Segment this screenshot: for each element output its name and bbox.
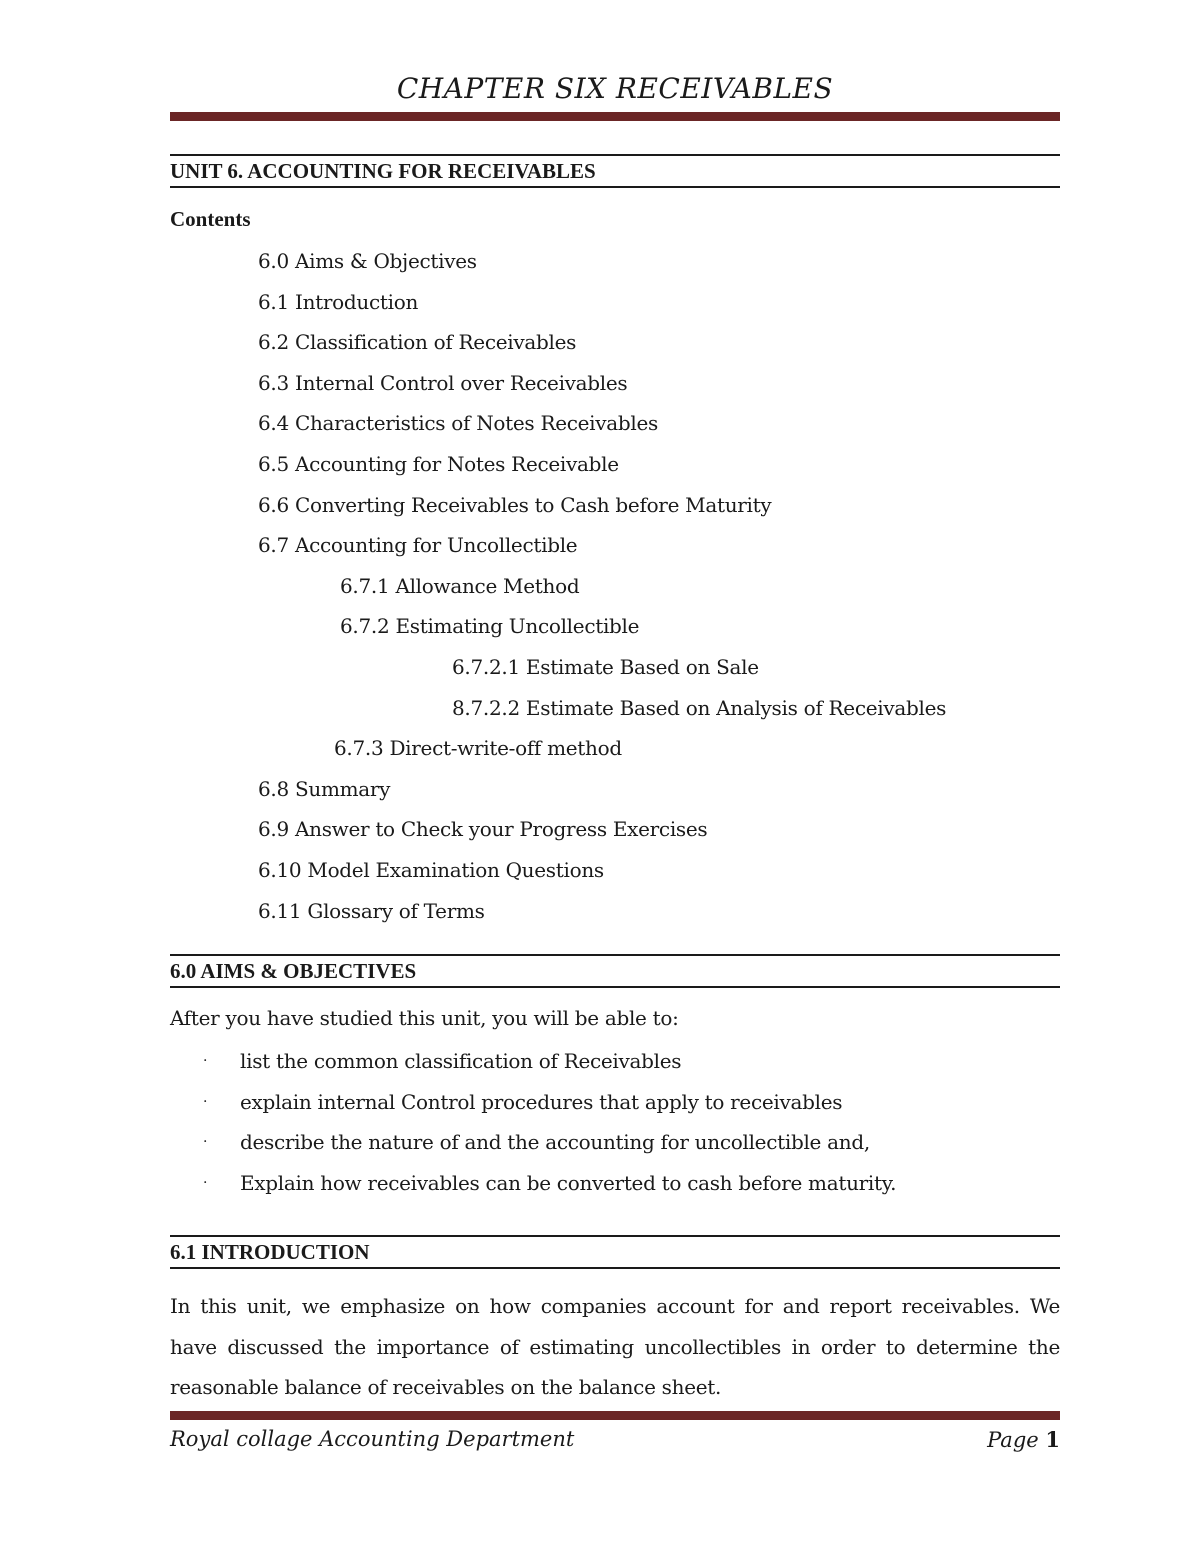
toc-subitem: 6.7.2 Estimating Uncollectible: [340, 614, 640, 639]
page-label: Page: [987, 1428, 1039, 1452]
toc-subitem: 6.7.1 Allowance Method: [340, 573, 580, 598]
toc-item: 6.10 Model Examination Questions: [258, 857, 604, 882]
toc-item: 6.1 Introduction: [258, 289, 419, 314]
footer-page-number: [987, 1427, 1060, 1452]
objective-item: [0, 1087, 896, 1128]
aims-title-top-rule: [170, 954, 1060, 956]
objective-text: describe the nature of and the accounting for uncollectible and,: [240, 1130, 870, 1155]
toc-item: 6.3 Internal Control over Receivables: [258, 370, 628, 395]
page-header-title: CHAPTER SIX RECEIVABLES: [396, 72, 834, 105]
intro-section-title: 6.1 INTRODUCTION: [170, 1240, 370, 1264]
contents-heading: Contents: [170, 207, 251, 231]
aims-section-title: 6.0 AIMS & OBJECTIVES: [170, 959, 417, 983]
objective-text: list the common classification of Receivables: [240, 1049, 682, 1073]
toc-subitem: 6.7.3 Direct-write-off method: [334, 736, 622, 761]
toc-item: 6.7 Accounting for Uncollectible: [258, 533, 578, 558]
objective-item: [0, 1168, 896, 1209]
bullet-icon: ·: [203, 1093, 208, 1110]
intro-paragraph: In this unit, we emphasize on how companies account for and report receivables. We have discussed the importance of estimating uncollectibles in order to determine the reasonable balance of receivables on the balance sheet.: [170, 1294, 1060, 1399]
objective-item: [0, 1046, 896, 1087]
toc-item: 6.8 Summary: [258, 776, 391, 801]
toc-item: 6.6 Converting Receivables to Cash before Maturity: [258, 492, 772, 517]
toc-subsubitem: 8.7.2.2 Estimate Based on Analysis of Receivables: [452, 695, 947, 720]
unit-title: UNIT 6. ACCOUNTING FOR RECEIVABLES: [170, 159, 596, 183]
aims-title-bottom-rule: [170, 986, 1060, 988]
footer-department: Royal collage Accounting Department: [170, 1427, 575, 1451]
toc-item: 6.4 Characteristics of Notes Receivables: [258, 411, 658, 436]
objectives-list: [0, 1046, 896, 1208]
footer-divider-bar: [170, 1411, 1060, 1420]
unit-title-bottom-rule: [170, 186, 1060, 188]
objective-text: Explain how receivables can be converted to cash before maturity.: [240, 1170, 897, 1195]
intro-title-bottom-rule: [170, 1267, 1060, 1269]
table-of-contents: [0, 246, 946, 936]
objective-item: [0, 1127, 896, 1168]
unit-title-top-rule: [170, 154, 1060, 156]
objective-text: explain internal Control procedures that apply to receivables: [240, 1089, 843, 1114]
toc-item: 6.2 Classification of Receivables: [258, 330, 577, 355]
toc-item: 6.0 Aims & Objectives: [258, 249, 477, 273]
aims-lead-text: After you have studied this unit, you will be able to:: [170, 1006, 679, 1030]
toc-subsubitem: 6.7.2.1 Estimate Based on Sale: [452, 654, 759, 679]
page-number: 1: [1045, 1427, 1060, 1452]
toc-item: 6.5 Accounting for Notes Receivable: [258, 451, 619, 476]
bullet-icon: ·: [203, 1053, 208, 1069]
bullet-icon: ·: [203, 1134, 208, 1151]
header-divider-bar: [170, 112, 1060, 121]
toc-item: 6.9 Answer to Check your Progress Exercises: [258, 817, 708, 842]
intro-title-top-rule: [170, 1235, 1060, 1237]
bullet-icon: ·: [203, 1174, 208, 1191]
toc-item: 6.11 Glossary of Terms: [258, 898, 485, 923]
